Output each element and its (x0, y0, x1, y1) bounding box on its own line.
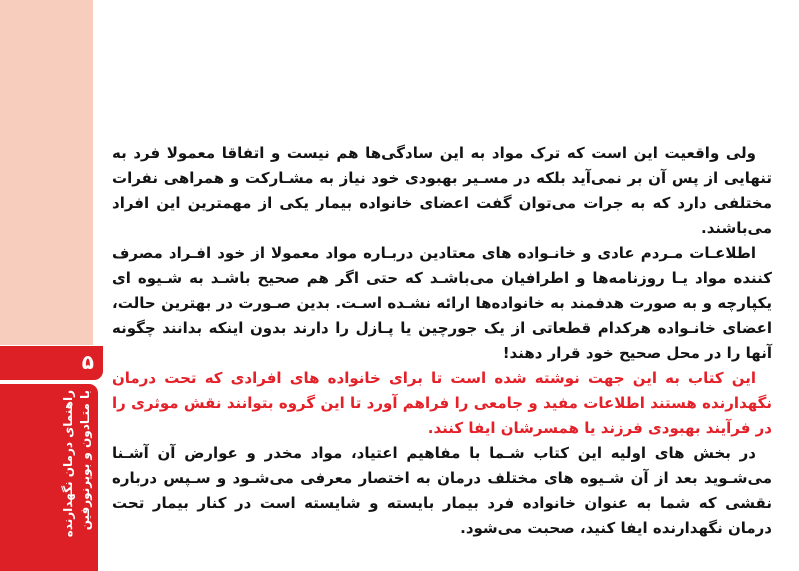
sidebar-title-line1: راهنمای درمان نگهدارنده (61, 390, 75, 538)
sidebar-title-line2: با متـادون و بوپرنورفین (78, 390, 92, 531)
paragraph-book-structure: در بخش های اولیه این کتاب شـما با مفاهیم اعتیاد، مواد مخدر و عوارض آن آشـنا می‌شـوید بعد از آن شـیوه های مختلف درمان به اختصار معرفی می‌شـود و سـپس درباره نقشی که شما به عنوان خانواده فرد بیمار بایسته و شایسته است در کنار بیمار تحت درمان نگهدارنده ایفا کنید، صحبت می‌شود. (112, 444, 772, 537)
page-number: ۵ (81, 350, 94, 374)
paragraph-intro: ولی واقعیت این است که ترک مواد به این سادگی‌ها هم نیست و اتفاقا معمولا فرد به تنهایی از پس آن بر نمی‌آید بلکه در مسـیر بهبودی خود نیاز به مشـارکت و همراهی نفرات مختلفی دارد که به جرات می‌توان گفت اعضای خانواده بیمار یکی از مهمترین این افراد می‌باشند. (112, 144, 772, 237)
sidebar-peach-strip (0, 0, 93, 345)
paragraph-information: اطلاعـات مـردم عادی و خانـواده های معتادین دربـاره مواد معمولا از خود افـراد مصرف کننده مواد یـا روزنامه‌ها و اطرافیان می‌باشـد که حتی اگر هم صحیح باشـد به شـیوه ای یکپارچه و به صورت هدفمند به خانواده‌ها ارائه نشـده اسـت. بدین صـورت در بهترین حالت، اعضای خانـواده هرکدام قطعاتی از یک جورچین یا پـازل را دارند بدون اینکه بدانند چگونه آنها را در محل صحیح خود قرار دهند! (112, 244, 772, 362)
sidebar-book-title (60, 390, 96, 538)
page-number-tab (0, 346, 103, 380)
body-text-column (112, 141, 772, 541)
paragraph-highlight-purpose: این کتاب به این جهت نوشته شده است تا برای خانواده های افرادی که تحت درمان نگهدارنده هستند اطلاعات مفید و جامعی را فراهم آورد تا این گروه بتوانند نقش موثری را در فرآیند بهبودی فرزند یا همسرشان ایفا کنند. (112, 369, 772, 437)
